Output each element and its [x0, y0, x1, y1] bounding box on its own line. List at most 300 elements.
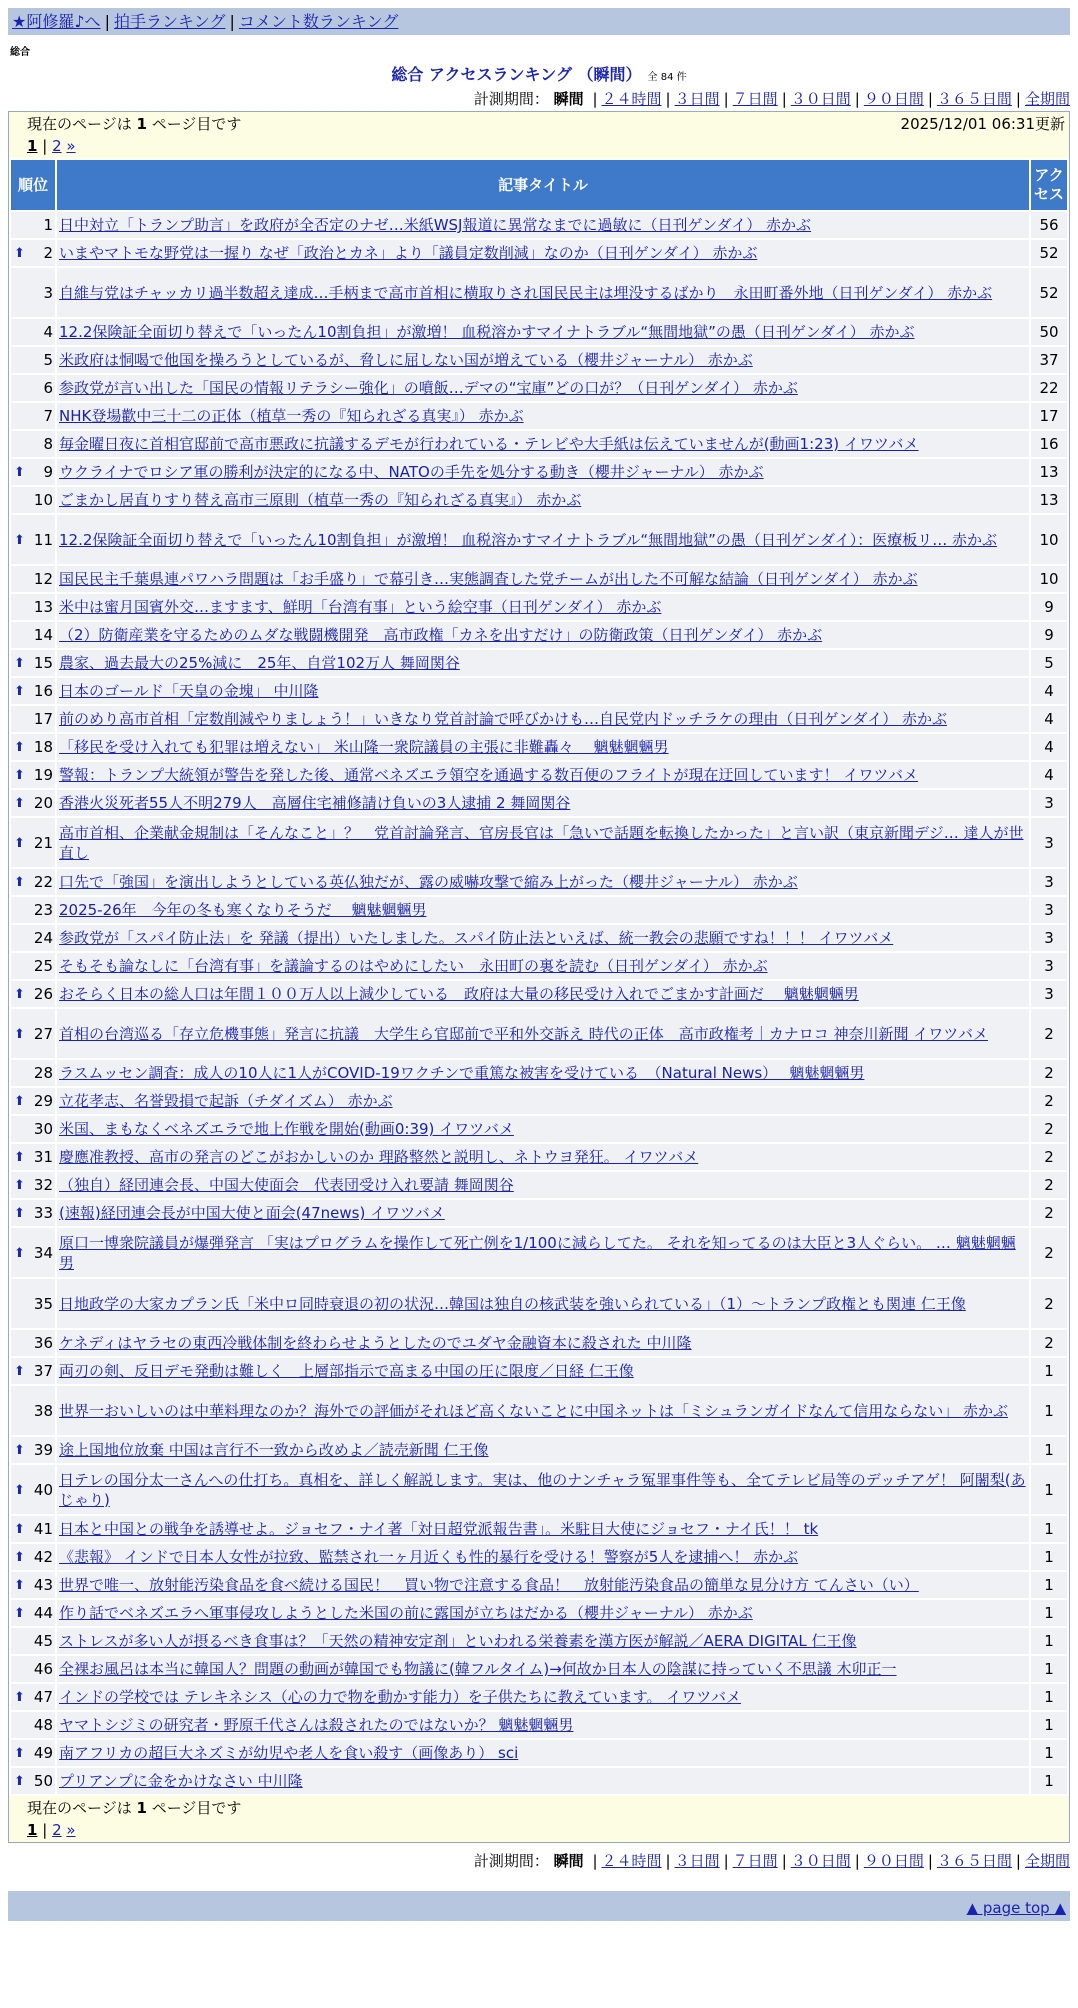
period-label: 計測期間： — [473, 1852, 549, 1870]
table-row — [11, 1656, 1067, 1682]
rank-cell — [11, 869, 55, 895]
rank-cell — [11, 1088, 55, 1114]
table-row — [11, 706, 1067, 732]
access-count: 2 — [1031, 1330, 1067, 1356]
table-row — [11, 622, 1067, 648]
title-cell — [57, 1172, 1029, 1198]
access-count: 4 — [1031, 762, 1067, 788]
title-cell — [57, 566, 1029, 592]
article-link[interactable]: 米国、まもなくベネズエラで地上作戦を開始(動画0:39) イワツバメ — [59, 1120, 514, 1138]
period-separator: | — [665, 90, 671, 108]
article-link[interactable]: インドの学校では テレキネシス（心の力で物を動かす能力）を子供たちに教えています。 イワツバメ — [59, 1688, 741, 1706]
table-row — [11, 1228, 1067, 1277]
article-link[interactable]: ウクライナでロシア軍の勝利が決定的になる中、NATOの手先を処分する動き（櫻井ジャーナル） 赤かぶ — [59, 463, 764, 481]
title-cell — [57, 1144, 1029, 1170]
rank-number: 1 — [43, 216, 53, 234]
title-cell — [57, 240, 1029, 266]
period-selector-top — [8, 87, 1070, 111]
period-link-5[interactable]: ３６５日間 — [936, 1852, 1012, 1870]
rank-number: 40 — [33, 1480, 53, 1499]
rank-number: 39 — [33, 1441, 53, 1459]
rank-cell — [11, 1200, 55, 1226]
article-link[interactable]: 香港火災死者55人不明279人 高層住宅補修請け負いの3人逮捕 2 舞岡関谷 — [59, 794, 571, 812]
title-cell — [57, 1088, 1029, 1114]
title-cell — [57, 1279, 1029, 1328]
ranking-table — [9, 158, 1069, 1796]
article-link[interactable]: 日テレの国分太一さんへの仕打ち。真相を、詳しく解説します。実は、他のナンチャラ冤罪事件等も、全てテレビ局等のデッチアゲ！ 阿闍梨(あじゃり) — [59, 1470, 1026, 1509]
article-link[interactable]: 米中は蜜月国賓外交…ますます、鮮明「台湾有事」という絵空事（日刊ゲンダイ） 赤かぶ — [59, 598, 662, 616]
article-link[interactable]: いまやマトモな野党は一握り なぜ「政治とカネ」より「議員定数削減」なのか（日刊ゲンダイ） 赤かぶ — [59, 244, 758, 262]
table-row — [11, 1279, 1067, 1328]
col-access-header: アクセス — [1031, 160, 1067, 210]
title-cell — [57, 762, 1029, 788]
rank-number: 30 — [33, 1120, 53, 1138]
table-row — [11, 1144, 1067, 1170]
table-row — [11, 1116, 1067, 1142]
rank-cell — [11, 762, 55, 788]
article-link[interactable]: 口先で「強国」を演出しようとしている英仏独だが、露の威嚇攻撃で縮み上がった（櫻井ジャーナル） 赤かぶ — [59, 873, 798, 891]
access-count: 1 — [1031, 1712, 1067, 1738]
table-row — [11, 347, 1067, 373]
period-link-6[interactable]: 全期間 — [1024, 1852, 1070, 1870]
updated-timestamp: 2025/12/01 06:31更新 — [900, 115, 1065, 133]
table-row — [11, 212, 1067, 238]
rank-cell — [11, 240, 55, 266]
article-link[interactable]: 日地政学の大家カプラン氏「米中ロ同時衰退の初の状況…韓国は独自の核武装を強いられている」（1）～トランプ政権とも関連 仁王像 — [59, 1294, 966, 1313]
title-cell — [57, 897, 1029, 923]
pager-top — [27, 136, 76, 156]
rank-number: 34 — [33, 1243, 53, 1262]
pager-next-arrow[interactable]: » — [66, 137, 76, 155]
table-row — [11, 375, 1067, 401]
title-cell — [57, 319, 1029, 345]
article-link[interactable]: 作り話でベネズエラへ軍事侵攻しようとした米国の前に露国が立ちはだかる（櫻井ジャーナル） 赤かぶ — [59, 1604, 753, 1622]
article-link[interactable]: ごまかし居直りすり替え高市三原則（植草一秀の『知られざる真実』） 赤かぶ — [59, 491, 582, 509]
access-count: 3 — [1031, 869, 1067, 895]
access-count: 22 — [1031, 375, 1067, 401]
article-link[interactable]: 12.2保険証全面切り替えで「いったん10割負担」が激増！ 血税溶かすマイナトラブル“無間地獄”の愚（日刊ゲンダイ） 赤かぶ — [59, 323, 915, 341]
rank-cell — [11, 1228, 55, 1277]
period-link-0[interactable]: ２４時間 — [601, 90, 662, 108]
title-cell — [57, 594, 1029, 620]
title-cell — [57, 953, 1029, 979]
rank-cell — [11, 1544, 55, 1570]
article-link[interactable]: 日中対立「トランプ助言」を政府が全否定のナゼ…米紙WSJ報道に異常なまでに過敏に（日刊ゲンダイ） 赤かぶ — [59, 216, 812, 234]
period-link-3[interactable]: ３０日間 — [790, 1852, 851, 1870]
table-row — [11, 1330, 1067, 1356]
access-count: 2 — [1031, 1228, 1067, 1277]
rank-number: 5 — [43, 351, 53, 369]
up-arrow-icon: ⬆ — [14, 1606, 25, 1621]
period-link-4[interactable]: ９０日間 — [863, 1852, 924, 1870]
article-link[interactable]: 原口一博衆院議員が爆弾発言 「実はプログラムを操作して死亡例を1/100に減らしてた。 それを知ってるのは大臣と3人ぐらい。 … 魑魅魍魎男 — [59, 1233, 1016, 1272]
article-link[interactable]: 首相の台湾巡る「存立危機事態」発言に抗議 大学生ら官邸前で平和外交訴え 時代の正体 高市政権考｜カナロコ 神奈川新聞 イワツバメ — [59, 1024, 989, 1043]
col-rank-header: 順位 — [11, 160, 55, 210]
title-cell — [57, 1628, 1029, 1654]
rank-cell — [11, 212, 55, 238]
title-cell — [57, 1516, 1029, 1542]
period-current: 瞬間 — [553, 1852, 584, 1870]
rank-cell — [11, 925, 55, 951]
ranking-rows — [11, 212, 1067, 1794]
rank-number: 15 — [33, 654, 53, 672]
rank-cell — [11, 790, 55, 816]
table-row — [11, 594, 1067, 620]
table-row — [11, 319, 1067, 345]
up-arrow-icon: ⬆ — [14, 796, 25, 811]
rank-number: 42 — [33, 1548, 53, 1566]
article-link[interactable]: ケネディはヤラセの東西冷戦体制を終わらせようとしたのでユダヤ金融資本に殺された 中川隆 — [59, 1334, 692, 1352]
rank-cell — [11, 650, 55, 676]
rank-cell — [11, 566, 55, 592]
access-count: 17 — [1031, 403, 1067, 429]
table-row — [11, 1516, 1067, 1542]
page-text-post: ページ目です — [151, 115, 242, 133]
rank-number: 21 — [33, 833, 53, 852]
period-separator: | — [592, 90, 598, 108]
ranking-title: 総合 アクセスランキング （瞬間） — [391, 65, 642, 84]
article-link[interactable]: 世界で唯一、放射能汚染食品を食べ続ける国民！ 買い物で注意する食品！ 放射能汚染食品の簡単な見分け方 てんさい（い） — [59, 1576, 919, 1594]
access-count: 1 — [1031, 1358, 1067, 1384]
article-link[interactable]: 参政党が「スパイ防止法」を 発議（提出）いたしました。スパイ防止法といえば、統一教会の悲願ですね！！！ イワツバメ — [59, 929, 894, 947]
table-row — [11, 818, 1067, 867]
up-arrow-icon: ⬆ — [14, 532, 25, 548]
up-arrow-icon: ⬆ — [14, 1206, 25, 1221]
title-cell — [57, 1740, 1029, 1766]
page-indicator — [27, 1798, 241, 1818]
table-row — [11, 1060, 1067, 1086]
access-count: 1 — [1031, 1600, 1067, 1626]
article-link[interactable]: 立花孝志、名誉毀損で起訴（チダイズム） 赤かぶ — [59, 1092, 393, 1110]
up-arrow-icon: ⬆ — [14, 987, 25, 1002]
top-nav-bar — [8, 8, 1070, 35]
table-row — [11, 925, 1067, 951]
article-link[interactable]: 日本のゴールド「天皇の金塊」 中川隆 — [59, 682, 319, 700]
table-row — [11, 1200, 1067, 1226]
ranking-heading — [8, 63, 1070, 87]
ranking-count: 全 84 件 — [647, 72, 687, 83]
table-row — [11, 1712, 1067, 1738]
rank-number: 25 — [33, 957, 53, 975]
rank-cell — [11, 734, 55, 760]
rank-cell — [11, 1009, 55, 1058]
table-row — [11, 566, 1067, 592]
title-cell — [57, 1465, 1029, 1514]
table-row — [11, 1465, 1067, 1514]
rank-cell — [11, 1172, 55, 1198]
page-info-top — [9, 112, 1069, 158]
rank-number: 17 — [33, 710, 53, 728]
up-arrow-icon: ⬆ — [14, 1178, 25, 1193]
rank-number: 48 — [33, 1716, 53, 1734]
title-cell — [57, 1116, 1029, 1142]
access-count: 13 — [1031, 487, 1067, 513]
pager-bottom — [27, 1820, 76, 1840]
table-row — [11, 403, 1067, 429]
access-count: 9 — [1031, 594, 1067, 620]
access-count: 3 — [1031, 925, 1067, 951]
title-cell — [57, 1684, 1029, 1710]
period-link-4[interactable]: ９０日間 — [863, 90, 924, 108]
up-arrow-icon: ⬆ — [14, 1578, 25, 1593]
rank-cell — [11, 818, 55, 867]
article-link[interactable]: 毎金曜日夜に首相官邸前で高市悪政に抗議するデモが行われている・テレビや大手紙は伝えていませんが(動画1:23) イワツバメ — [59, 435, 919, 453]
rank-cell — [11, 981, 55, 1007]
title-cell — [57, 818, 1029, 867]
article-link[interactable]: 全裸お風呂は本当に韓国人？問題の動画が韓国でも物議に(韓フルタイム)→何故か日本人の陰謀に持っていく不思議 木卯正一 — [59, 1660, 897, 1678]
article-link[interactable]: 国民民主千葉県連パワハラ問題は「お手盛り」で幕引き…実態調査した党チームが出した不可解な結論（日刊ゲンダイ） 赤かぶ — [59, 570, 918, 588]
access-count: 9 — [1031, 622, 1067, 648]
rank-number: 43 — [33, 1576, 53, 1594]
period-separator: | — [723, 1852, 729, 1870]
period-link-0[interactable]: ２４時間 — [601, 1852, 662, 1870]
article-link[interactable]: 途上国地位放棄 中国は言行不一致から改めよ／読売新聞 仁王像 — [59, 1441, 489, 1459]
title-cell — [57, 515, 1029, 564]
up-arrow-icon: ⬆ — [14, 1550, 25, 1565]
up-arrow-icon: ⬆ — [14, 740, 25, 755]
period-link-2[interactable]: ７日間 — [732, 1852, 778, 1870]
title-cell — [57, 1544, 1029, 1570]
rank-number: 45 — [33, 1632, 53, 1650]
period-separator: | — [927, 90, 933, 108]
article-link[interactable]: 米政府は恫喝で他国を操ろうとしているが、脅しに屈しない国が増えている（櫻井ジャーナル） 赤かぶ — [59, 351, 753, 369]
rank-number: 35 — [33, 1294, 53, 1313]
article-link[interactable]: 「移民を受け入れても犯罪は増えない」 米山隆一衆院議員の主張に非難轟々 魑魅魍魎男 — [59, 738, 669, 756]
rank-number: 13 — [33, 598, 53, 616]
table-row — [11, 678, 1067, 704]
up-arrow-icon: ⬆ — [14, 1150, 25, 1165]
period-link-3[interactable]: ３０日間 — [790, 90, 851, 108]
rank-cell — [11, 319, 55, 345]
rank-cell — [11, 953, 55, 979]
rank-cell — [11, 1060, 55, 1086]
access-count: 3 — [1031, 981, 1067, 1007]
title-cell — [57, 1200, 1029, 1226]
pager-current: 1 — [27, 1821, 38, 1839]
col-title-header: 記事タイトル — [57, 160, 1029, 210]
table-row — [11, 431, 1067, 457]
access-count: 1 — [1031, 1628, 1067, 1654]
period-link-1[interactable]: ３日間 — [674, 90, 720, 108]
rank-cell — [11, 347, 55, 373]
category-label: 総合 — [10, 47, 30, 58]
table-row — [11, 1740, 1067, 1766]
up-arrow-icon: ⬆ — [14, 1364, 25, 1379]
pager-current: 1 — [27, 137, 38, 155]
up-arrow-icon: ⬆ — [14, 1774, 25, 1789]
rank-cell — [11, 1572, 55, 1598]
period-separator: | — [781, 1852, 787, 1870]
rank-number: 11 — [33, 530, 53, 549]
period-link-1[interactable]: ３日間 — [674, 1852, 720, 1870]
up-arrow-icon: ⬆ — [14, 1746, 25, 1761]
comment-ranking-link[interactable]: コメント数ランキング — [238, 12, 399, 31]
title-cell — [57, 375, 1029, 401]
rank-number: 8 — [43, 435, 53, 453]
article-link[interactable]: 農家、過去最大の25%減に 25年、自営102万人 舞岡関谷 — [59, 654, 460, 672]
article-link[interactable]: ヤマトシジミの研究者・野原千代さんは殺されたのではないか？ 魑魅魍魎男 — [59, 1716, 574, 1734]
rank-cell — [11, 1144, 55, 1170]
up-arrow-icon: ⬆ — [14, 835, 25, 851]
access-count: 2 — [1031, 1279, 1067, 1328]
period-link-2[interactable]: ７日間 — [732, 90, 778, 108]
table-row — [11, 515, 1067, 564]
rank-number: 18 — [33, 738, 53, 756]
article-link[interactable]: 《悲報》 インドで日本人女性が拉致、監禁され一ヶ月近くも性的暴行を受ける！警察が5人を逮捕へ！ 赤かぶ — [59, 1548, 799, 1566]
access-count: 1 — [1031, 1656, 1067, 1682]
rank-number: 2 — [43, 244, 53, 262]
up-arrow-icon: ⬆ — [14, 465, 25, 480]
article-link[interactable]: 警報：トランプ大統領が警告を発した後、通常ベネズエラ領空を通過する数百便のフライトが現在迂回しています！ イワツバメ — [59, 766, 919, 784]
table-row — [11, 1572, 1067, 1598]
rank-cell — [11, 375, 55, 401]
rank-number: 41 — [33, 1520, 53, 1538]
period-separator: | — [723, 90, 729, 108]
table-row — [11, 1386, 1067, 1435]
period-separator: | — [854, 1852, 860, 1870]
up-arrow-icon: ⬆ — [14, 1245, 25, 1261]
rank-cell — [11, 1358, 55, 1384]
rank-cell — [11, 1656, 55, 1682]
rank-number: 31 — [33, 1148, 53, 1166]
access-count: 56 — [1031, 212, 1067, 238]
table-row — [11, 734, 1067, 760]
period-separator: | — [1015, 90, 1021, 108]
title-cell — [57, 734, 1029, 760]
title-cell — [57, 622, 1029, 648]
rank-number: 23 — [33, 901, 53, 919]
article-link[interactable]: 両刃の剣、反日デモ発動は難しく 上層部指示で高まる中国の圧に限度／日経 仁王像 — [59, 1362, 634, 1380]
access-count: 10 — [1031, 515, 1067, 564]
table-row — [11, 953, 1067, 979]
table-row — [11, 487, 1067, 513]
title-cell — [57, 212, 1029, 238]
access-count: 1 — [1031, 1437, 1067, 1463]
title-cell — [57, 431, 1029, 457]
title-cell — [57, 347, 1029, 373]
up-arrow-icon: ⬆ — [14, 1094, 25, 1109]
article-link[interactable]: （2）防衛産業を守るためのムダな戦闘機開発 高市政権「カネを出すだけ」の防衛政策（日刊ゲンダイ） 赤かぶ — [59, 626, 823, 644]
article-link[interactable]: 前のめり高市首相「定数削減やりましょう！」いきなり党首討論で呼びかけも…自民党内ドッチラケの理由（日刊ゲンダイ） 赤かぶ — [59, 710, 947, 728]
article-link[interactable]: (速報)経団連会長が中国大使と面会(47news) イワツバメ — [59, 1204, 445, 1222]
period-separator: | — [781, 90, 787, 108]
access-count: 3 — [1031, 790, 1067, 816]
access-count: 1 — [1031, 1572, 1067, 1598]
rank-number: 50 — [33, 1772, 53, 1790]
up-arrow-icon: ⬆ — [14, 875, 25, 890]
home-link[interactable]: ★阿修羅♪へ — [12, 12, 101, 31]
table-row — [11, 897, 1067, 923]
access-count: 1 — [1031, 1684, 1067, 1710]
pager-page-2[interactable]: 2 — [52, 137, 62, 155]
article-link[interactable]: 高市首相、企業献金規制は「そんなこと」？ 党首討論発言、官房長官は「急いで話題を転換したかった」と言い訳（東京新聞デジ… 達人が世直し — [59, 823, 1024, 862]
period-link-6[interactable]: 全期間 — [1024, 90, 1070, 108]
article-link[interactable]: 慶應准教授、高市の発言のどこがおかしいのか 理路整然と説明し、ネトウヨ発狂。 イワツバメ — [59, 1148, 699, 1166]
table-row — [11, 268, 1067, 317]
title-cell — [57, 790, 1029, 816]
article-link[interactable]: プリアンプに金をかけなさい 中川隆 — [59, 1772, 303, 1790]
access-count: 1 — [1031, 1516, 1067, 1542]
access-count: 52 — [1031, 268, 1067, 317]
table-row — [11, 1544, 1067, 1570]
rank-number: 19 — [33, 766, 53, 784]
article-link[interactable]: （独自）経団連会長、中国大使面会 代表団受け入れ要請 舞岡関谷 — [59, 1176, 514, 1194]
access-count: 2 — [1031, 1144, 1067, 1170]
rank-cell — [11, 1386, 55, 1435]
up-arrow-icon: ⬆ — [14, 1026, 25, 1042]
access-count: 10 — [1031, 566, 1067, 592]
title-cell — [57, 1712, 1029, 1738]
period-link-5[interactable]: ３６５日間 — [936, 90, 1012, 108]
article-link[interactable]: 南アフリカの超巨大ネズミが幼児や老人を食い殺す（画像あり） sci — [59, 1744, 519, 1762]
rank-number: 6 — [43, 379, 53, 397]
access-count: 1 — [1031, 1386, 1067, 1435]
article-link[interactable]: NHK登場歡中三十二の正体（植草一秀の『知られざる真実』） 赤かぶ — [59, 407, 524, 425]
period-separator: | — [854, 90, 860, 108]
article-link[interactable]: おそらく日本の総人口は年間１００万人以上減少している 政府は大量の移民受け入れでごまかす計画だ 魑魅魍魎男 — [59, 985, 859, 1003]
article-link[interactable]: 日本と中国との戦争を誘導せよ。ジョセフ・ナイ著「対日超党派報告書」。米駐日大使にジョセフ・ナイ氏！！ tk — [59, 1520, 819, 1538]
access-count: 2 — [1031, 1009, 1067, 1058]
article-link[interactable]: 参政党が言い出した「国民の情報リテラシー強化」の噴飯…デマの“宝庫”どの口が？（日刊ゲンダイ） 赤かぶ — [59, 379, 798, 397]
pager-next-arrow[interactable]: » — [66, 1821, 76, 1839]
access-count: 1 — [1031, 1768, 1067, 1794]
period-separator: | — [1015, 1852, 1021, 1870]
title-cell — [57, 706, 1029, 732]
title-cell — [57, 1656, 1029, 1682]
title-cell — [57, 1330, 1029, 1356]
rank-number: 14 — [33, 626, 53, 644]
nav-separator: | — [229, 12, 235, 31]
rank-number: 46 — [33, 1660, 53, 1678]
access-count: 16 — [1031, 431, 1067, 457]
article-link[interactable]: 自維与党はチャッカリ過半数超え達成…手柄まで高市首相に横取りされ国民民主は埋没するばかり 永田町番外地（日刊ゲンダイ） 赤かぶ — [59, 283, 993, 302]
access-count: 37 — [1031, 347, 1067, 373]
access-count: 4 — [1031, 678, 1067, 704]
page-info-bottom — [9, 1796, 1069, 1842]
access-count: 2 — [1031, 1088, 1067, 1114]
page-top-link[interactable]: ▲ page top ▲ — [966, 1899, 1066, 1917]
rank-number: 9 — [43, 463, 53, 481]
up-arrow-icon: ⬆ — [14, 684, 25, 699]
access-count: 2 — [1031, 1200, 1067, 1226]
table-row — [11, 981, 1067, 1007]
article-link[interactable]: 世界一おいしいのは中華料理なのか？海外での評価がそれほど高くないことに中国ネットは「ミシュランガイドなんて信用ならない」 赤かぶ — [59, 1401, 1009, 1420]
article-link[interactable]: そもそも論なしに「台湾有事」を議論するのはやめにしたい 永田町の裏を読む（日刊ゲンダイ） 赤かぶ — [59, 957, 768, 975]
rank-number: 44 — [33, 1604, 53, 1622]
table-row — [11, 1358, 1067, 1384]
rank-cell — [11, 594, 55, 620]
rank-cell — [11, 897, 55, 923]
period-separator: | — [665, 1852, 671, 1870]
nav-separator: | — [104, 12, 110, 31]
clap-ranking-link[interactable]: 拍手ランキング — [113, 12, 226, 31]
up-arrow-icon: ⬆ — [14, 1522, 25, 1537]
article-link[interactable]: ストレスが多い人が摂るべき食事は？「天然の精神安定剤」といわれる栄養素を漢方医が解説／AERA DIGITAL 仁王像 — [59, 1632, 857, 1650]
access-count: 4 — [1031, 734, 1067, 760]
article-link[interactable]: ラスムッセン調査：成人の10人に1人がCOVID-19ワクチンで重篤な被害を受けている （Natural News） 魑魅魍魎男 — [59, 1064, 865, 1082]
up-arrow-icon: ⬆ — [14, 1690, 25, 1705]
article-link[interactable]: 2025-26年 今年の冬も寒くなりそうだ 魑魅魍魎男 — [59, 901, 427, 919]
rank-cell — [11, 268, 55, 317]
title-cell — [57, 487, 1029, 513]
up-arrow-icon: ⬆ — [14, 656, 25, 671]
rank-number: 28 — [33, 1064, 53, 1082]
article-link[interactable]: 12.2保険証全面切り替えで「いったん10割負担」が激増！ 血税溶かすマイナトラブル“無間地獄”の愚（日刊ゲンダイ）：医療板リ… 赤かぶ — [59, 530, 997, 549]
period-selector-bottom — [8, 1847, 1070, 1875]
title-cell — [57, 678, 1029, 704]
rank-cell — [11, 1279, 55, 1328]
pager-page-2[interactable]: 2 — [52, 1821, 62, 1839]
